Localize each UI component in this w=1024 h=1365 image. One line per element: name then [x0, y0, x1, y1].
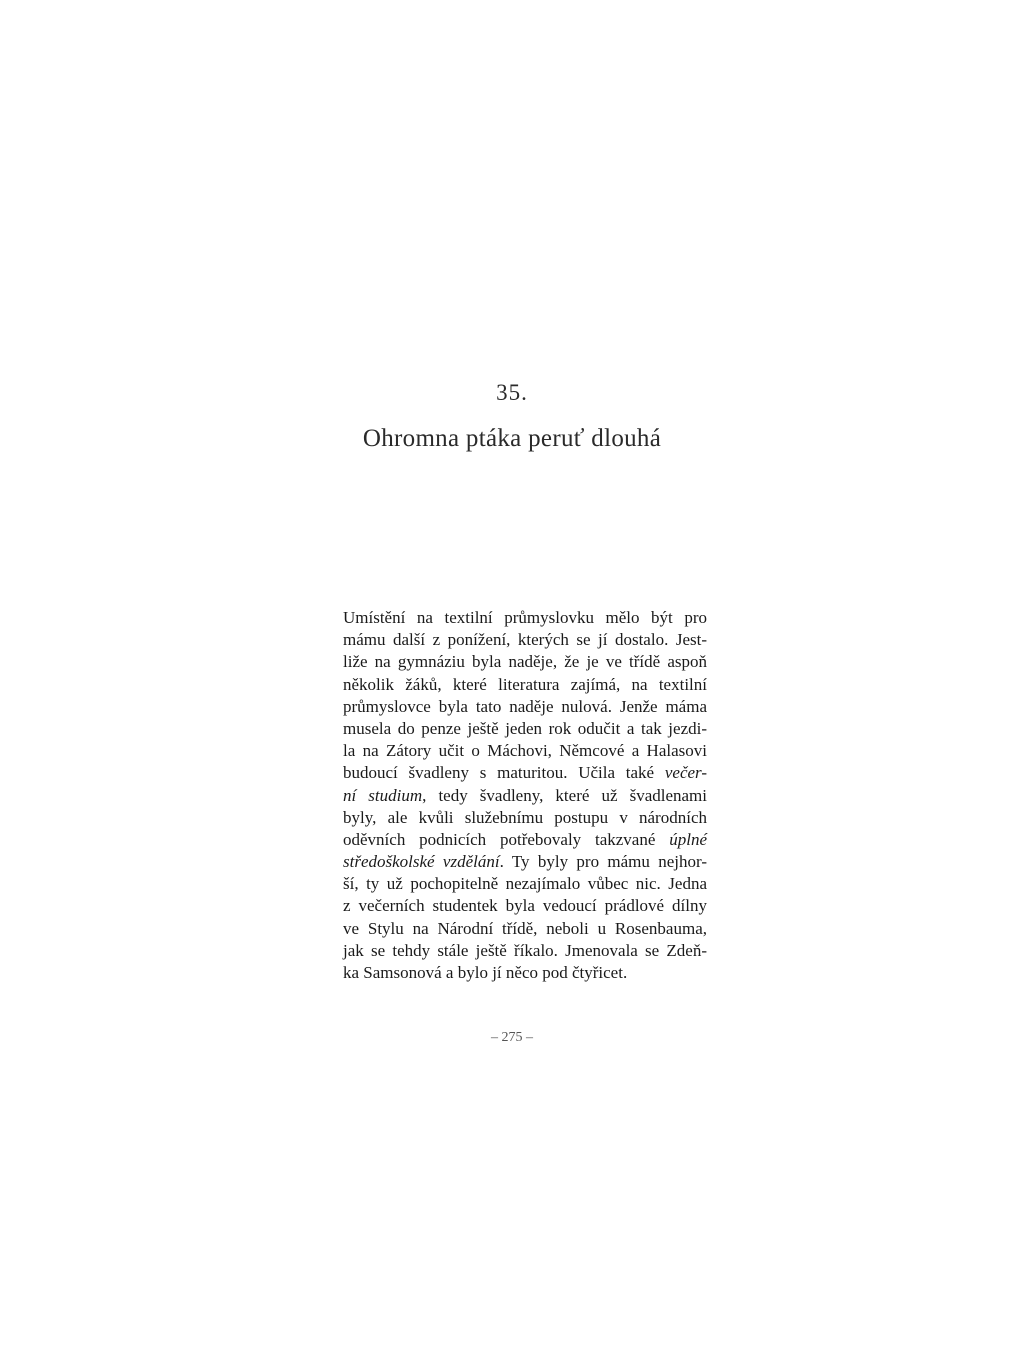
text-line: [343, 807, 707, 829]
text-line: [343, 651, 707, 673]
text-line: [343, 740, 707, 762]
text-line: [343, 873, 707, 895]
text-segment: la na Zátory učit o Máchovi, Němcové a Halasovi: [343, 741, 707, 761]
text-line: [343, 718, 707, 740]
text-segment: liže na gymnáziu byla naděje, že je ve třídě aspoň: [343, 652, 707, 672]
body-paragraph: [343, 607, 707, 984]
text-line: [343, 696, 707, 718]
text-segment: oděvních podnicích potřebovaly takzvané: [343, 829, 670, 849]
text-segment: z večerních studentek byla vedoucí prádlové dílny: [343, 896, 707, 916]
text-line: [343, 629, 707, 651]
italic-segment: ní studium: [343, 785, 423, 805]
text-line: [343, 829, 707, 851]
text-segment: průmyslovce byla tato naděje nulová. Jenže máma: [343, 696, 707, 716]
text-segment: ka Samsonová a bylo jí něco pod čtyřicet.: [343, 963, 628, 982]
text-segment: několik žáků, které literatura zajímá, na textilní: [343, 674, 707, 694]
text-line: [343, 918, 707, 940]
text-segment: byly, ale kvůli služebnímu postupu v národních: [343, 807, 707, 827]
chapter-number: 35.: [496, 380, 528, 405]
text-segment: jak se tehdy stále ještě říkalo. Jmenovala se Zdeň-: [343, 940, 707, 960]
italic-segment: úplné: [669, 829, 707, 849]
text-line: [343, 762, 707, 784]
text-segment: Umístění na textilní průmyslovku mělo být pro: [343, 608, 707, 627]
text-segment: , tedy švadleny, které už švadlenami: [422, 785, 708, 805]
text-line: [343, 940, 707, 962]
chapter-title: Ohromna ptáka peruť dlouhá: [362, 425, 662, 452]
text-segment: ve Stylu na Národní třídě, neboli u Rosenbauma,: [343, 918, 707, 938]
text-line: [343, 785, 707, 807]
text-line: [343, 895, 707, 917]
text-segment: mámu další z ponížení, kterých se jí dostalo. Jest-: [343, 630, 707, 650]
italic-segment: večer-: [664, 763, 707, 783]
text-segment: budoucí švadleny s maturitou. Učila také: [343, 763, 665, 783]
text-line: [343, 674, 707, 696]
page-number: – 275 –: [491, 1030, 533, 1045]
text-segment: musela do penze ještě jeden rok odučit a tak jezdi-: [343, 718, 707, 738]
text-segment: ší, ty už pochopitelně nezajímalo vůbec nic. Jedna: [343, 874, 707, 894]
text-segment: . Ty byly pro mámu nejhor-: [499, 852, 707, 872]
text-line: [343, 962, 707, 984]
text-line: [343, 851, 707, 873]
text-line: [343, 607, 707, 629]
italic-segment: středoškolské vzdělání: [343, 852, 500, 872]
